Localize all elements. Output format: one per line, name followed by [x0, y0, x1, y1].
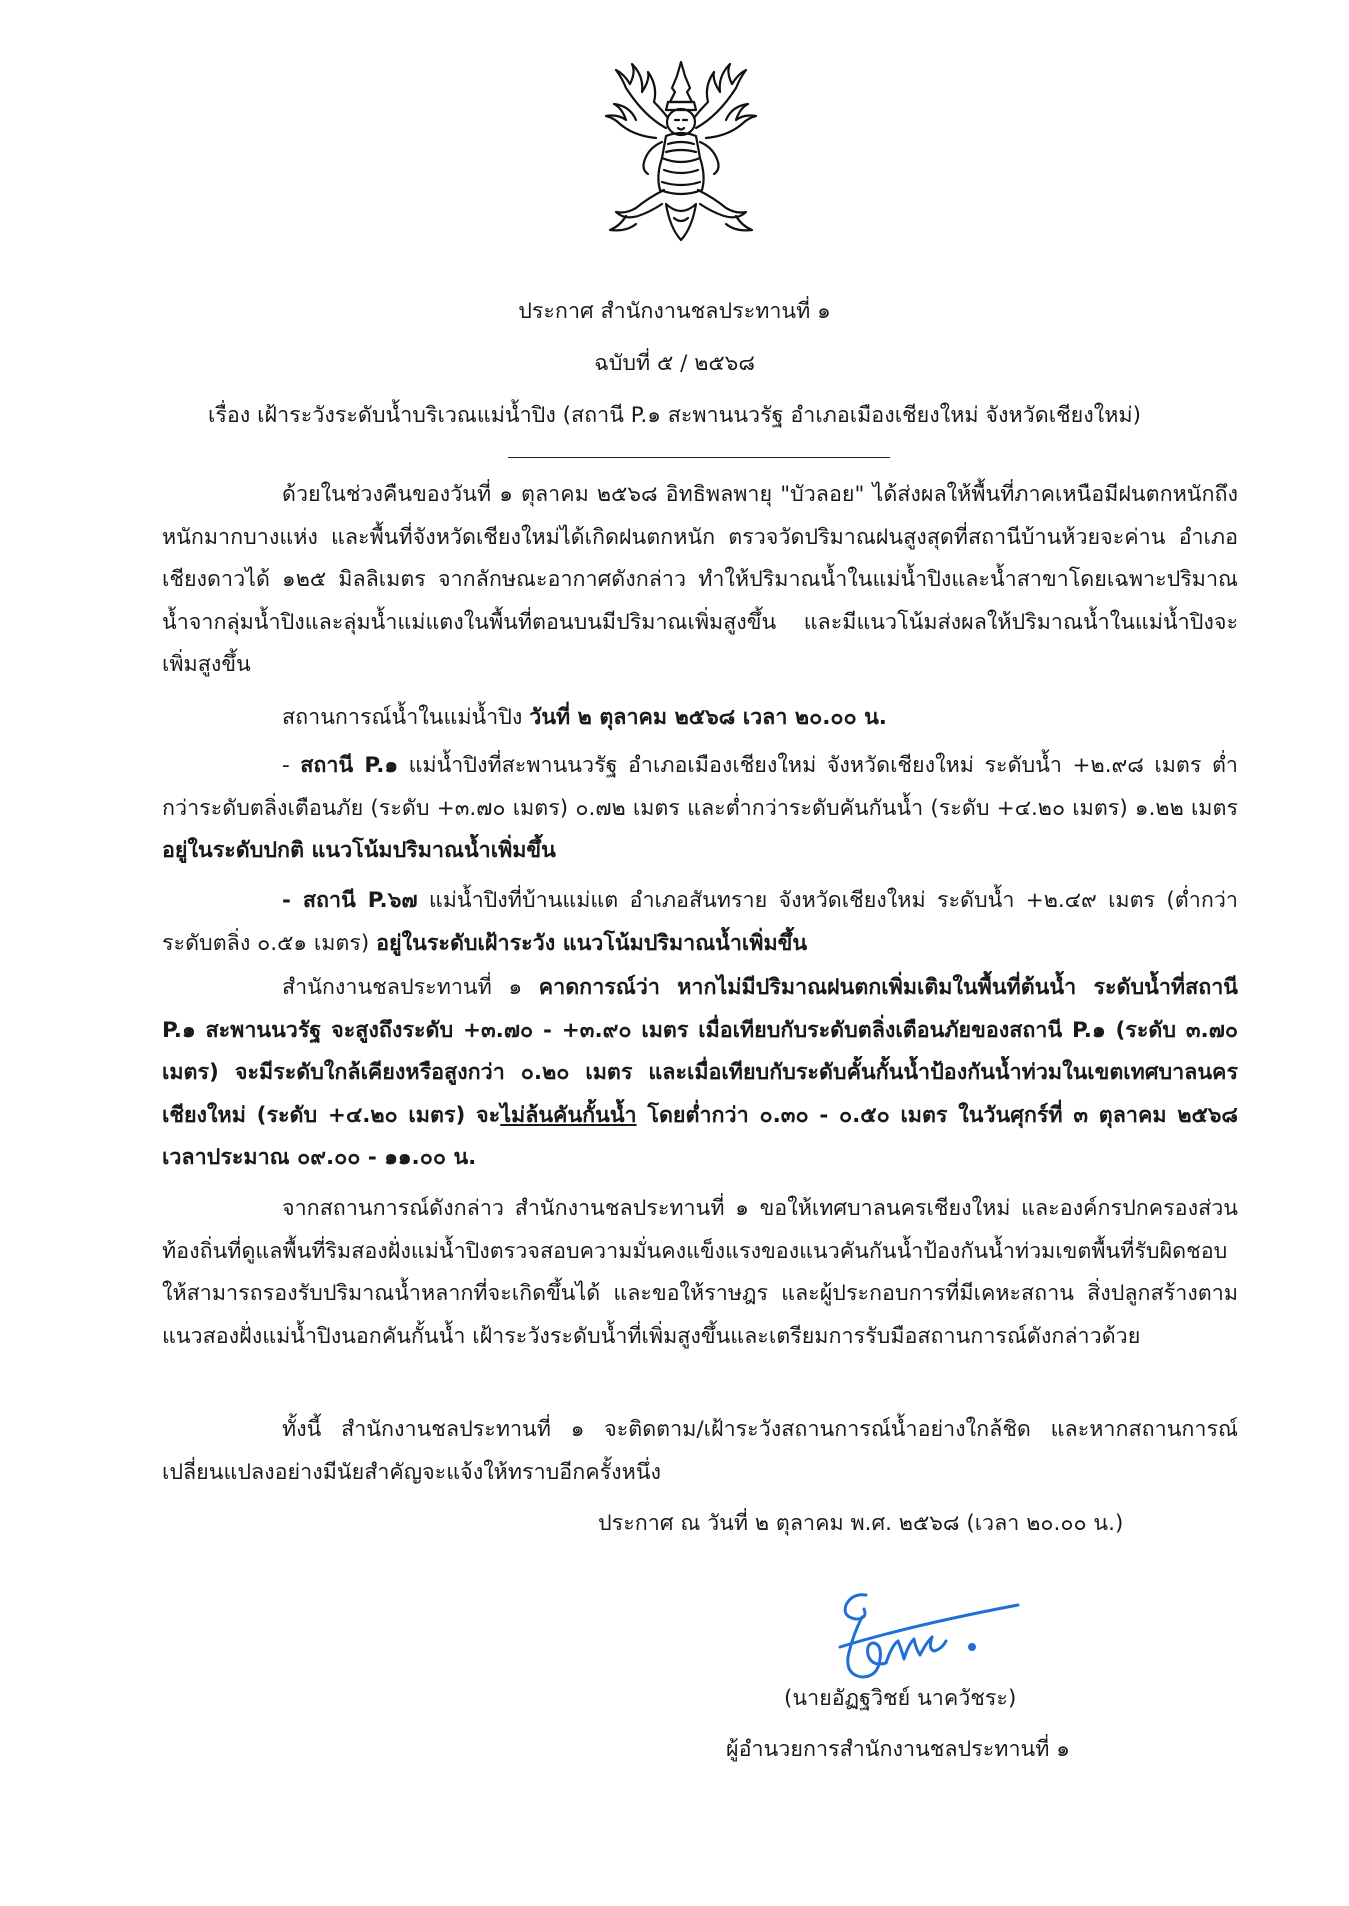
subject-line: เรื่อง เฝ้าระวังระดับน้ำบริเวณแม่น้ำปิง (สถานี P.๑ สะพานนวรัฐ อำเภอเมืองเชียงใหม่ จังหวัดเชียงใหม่) — [208, 403, 1141, 428]
signer-title: ผู้อำนวยการสำนักงานชลประทานที่ ๑ — [726, 1737, 1070, 1762]
divider — [508, 457, 890, 458]
garuda-emblem-icon — [596, 58, 766, 248]
paragraph-request: จากสถานการณ์ดังกล่าว สำนักงานชลประทานที่ ๑ ขอให้เทศบาลนครเชียงใหม่ และองค์กรปกครองส่วนท้องถิ่นที่ดูแลพื้นที่ริมสองฝั่งแม่น้ำปิงตรวจสอบความมั่นคงแข็งแรงของแนวคันกันน้ำป้องกันน้ำท่วมเขตพื้นที่รับผิดชอบ ให้สามารถรองรับปริมาณน้ำหลากที่จะเกิดขึ้นได้ และขอให้ราษฎร และผู้ประกอบการที่มีเคหะสถาน สิ่งปลูกสร้างตามแนวสองฝั่งแม่น้ำปิงนอกคันกั้นน้ำ เฝ้าระวังระดับน้ำที่เพิ่มสูงขึ้นและเตรียมการรับมือสถานการณ์ดังกล่าวด้วย — [162, 1196, 1238, 1349]
situation-intro: สถานการณ์น้ำในแม่น้ำปิง — [282, 705, 530, 730]
station-p1-label: สถานี P.๑ — [300, 753, 399, 778]
forecast-text-a: คาดการณ์ว่า หากไม่มีปริมาณฝนตกเพิ่มเติมในพื้นที่ต้นน้ำ ระดับน้ำที่สถานี P.๑ สะพานนวรัฐ จะสูงถึงระดับ +๓.๗๐ - +๓.๙๐ เมตร เมื่อเทียบกับระดับตลิ่งเตือนภัยของสถานี P.๑ (ระดับ ๓.๗๐ เมตร) จะมีระดับใกล้เคียงหรือสูงกว่า ๐.๒๐ เมตร และเมื่อเทียบกับระดับคั้นกั้นน้ำป้องกันน้ำท่วมในเขตเทศบาลนครเชียงใหม่ (ระดับ +๔.๒๐ เมตร) จะ — [162, 975, 1238, 1128]
paragraph-monitoring: ทั้งนี้ สำนักงานชลประทานที่ ๑ จะติดตาม/เฝ้าระวังสถานการณ์น้ำอย่างใกล้ชิด และหากสถานการณ์เปลี่ยนแปลงอย่างมีนัยสำคัญจะแจ้งให้ทราบอีกครั้งหนึ่ง — [162, 1417, 1238, 1485]
signer-name: (นายอัฏฐวิชย์ นาควัชระ) — [784, 1686, 1017, 1711]
situation-datetime: วันที่ ๒ ตุลาคม ๒๕๖๘ เวลา ๒๐.๐๐ น. — [529, 705, 887, 730]
announcement-date: ประกาศ ณ วันที่ ๒ ตุลาคม พ.ศ. ๒๕๖๘ (เวลา ๒๐.๐๐ น.) — [598, 1511, 1124, 1536]
forecast-no-overflow: ไม่ล้นคันกั้นน้ำ — [500, 1102, 637, 1128]
station-p67-status: อยู่ในระดับเฝ้าระวัง แนวโน้มปริมาณน้ำเพิ่มขึ้น — [376, 930, 808, 956]
paragraph-storm-situation: ด้วยในช่วงคืนของวันที่ ๑ ตุลาคม ๒๕๖๘ อิทธิพลพายุ "บัวลอย" ได้ส่งผลให้พื้นที่ภาคเหนือมีฝนตกหนักถึงหนักมากบางแห่ง และพื้นที่จังหวัดเชียงใหม่ได้เกิดฝนตกหนัก ตรวจวัดปริมาณฝนสูงสุดที่สถานีบ้านห้วยจะค่าน อำเภอเชียงดาวได้ ๑๒๕ มิลลิเมตร จากลักษณะอากาศดังกล่าว ทำให้ปริมาณน้ำในแม่น้ำปิงและน้ำสาขาโดยเฉพาะปริมาณน้ำจากลุ่มน้ำปิงและลุ่มน้ำแม่แตงในพื้นที่ตอนบนมีปริมาณเพิ่มสูงขึ้น และมีแนวโน้มส่งผลให้ปริมาณน้ำในแม่น้ำปิงจะเพิ่มสูงขึ้น — [162, 482, 1238, 677]
paragraph-water-situation — [162, 697, 1238, 740]
paragraph-forecast — [162, 967, 1238, 1180]
list-dash: - — [282, 753, 301, 778]
forecast-office: สำนักงานชลประทานที่ ๑ — [282, 975, 539, 1000]
paragraph-station-p1 — [162, 745, 1238, 873]
station-p67-details: แม่น้ำปิงที่บ้านแม่แต อำเภอสันทราย จังหวัดเชียงใหม่ ระดับน้ำ +๒.๔๙ เมตร (ต่ำกว่าระดับตลิ่ง ๐.๕๑ เมตร) — [162, 888, 1238, 956]
station-p1-details: แม่น้ำปิงที่สะพานนวรัฐ อำเภอเมืองเชียงใหม่ จังหวัดเชียงใหม่ ระดับน้ำ +๒.๙๘ เมตร ต่ำกว่าระดับตลิ่งเตือนภัย (ระดับ +๓.๗๐ เมตร) ๐.๗๒ เมตร และต่ำกว่าระดับคันกันน้ำ (ระดับ +๔.๒๐ เมตร) ๑.๒๒ เมตร — [162, 753, 1239, 821]
paragraph-station-p67 — [162, 880, 1238, 965]
announcement-title: ประกาศ สำนักงานชลประทานที่ ๑ — [518, 299, 831, 324]
station-p1-status: อยู่ในระดับปกติ แนวโน้มปริมาณน้ำเพิ่มขึ้น — [162, 838, 556, 863]
issue-number: ฉบับที่ ๕ / ๒๕๖๘ — [594, 351, 755, 376]
forecast-text-b: โดยต่ำกว่า ๐.๓๐ - ๐.๕๐ เมตร ในวันศุกร์ที่ ๓ ตุลาคม ๒๕๖๘ เวลาประมาณ ๐๙.๐๐ - ๑๑.๐๐ น. — [162, 1102, 1238, 1170]
station-p67-label: - สถานี P.๖๗ — [282, 888, 418, 913]
